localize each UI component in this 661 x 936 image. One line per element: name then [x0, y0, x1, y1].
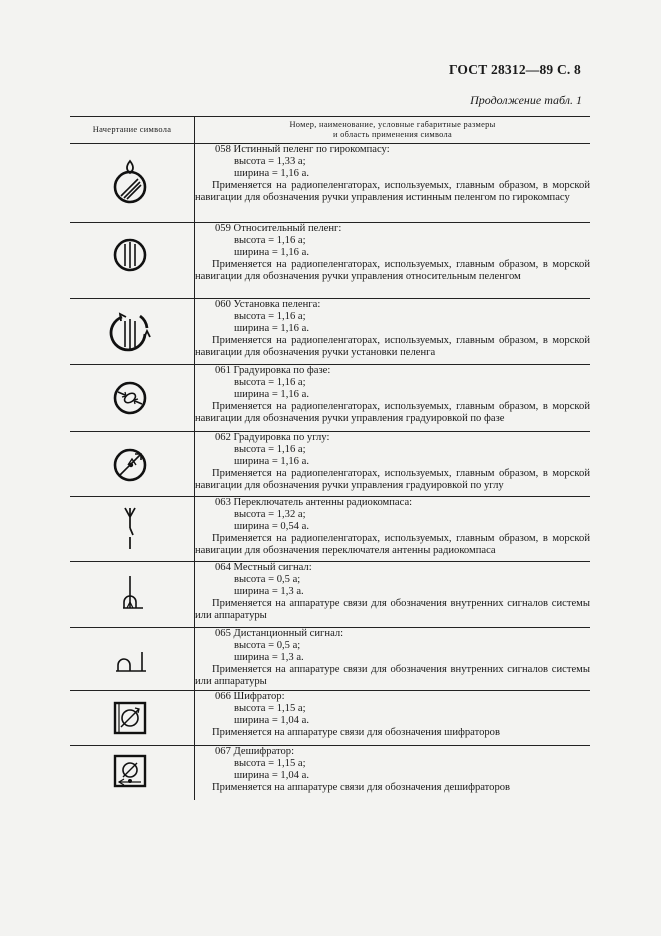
- bearing-setting-icon: [90, 301, 170, 361]
- table-row: [70, 365, 590, 432]
- symbol-number: 066: [215, 691, 231, 702]
- symbol-usage: Применяется на радиопеленгаторах, используемых, главным образом, в морской навигации для обозначения ручки управления относительным пеленгом: [195, 258, 590, 282]
- symbol-number: 060: [215, 299, 231, 310]
- description-cell: [195, 365, 591, 432]
- description-cell: [195, 746, 591, 800]
- symbol-height: высота = 1,16 а;: [234, 376, 306, 388]
- table-continuation-note: Продолжение табл. 1: [470, 93, 582, 107]
- symbol-height: высота = 1,16 а;: [234, 310, 306, 322]
- symbol-cell: [70, 144, 195, 223]
- col-description-header-line2: и область применения символа: [332, 130, 453, 139]
- symbol-number: 061: [215, 365, 231, 376]
- symbol-number: 063: [215, 497, 231, 508]
- symbol-cell: [70, 628, 195, 691]
- table-row: [70, 223, 590, 299]
- symbol-number: 059: [215, 223, 231, 234]
- description-cell: [195, 432, 591, 497]
- symbol-number: 058: [215, 144, 231, 155]
- symbol-usage: Применяется на радиопеленгаторах, используемых, главным образом, в морской навигации для обозначения переключателя антенны радиокомпаса: [195, 532, 590, 556]
- symbol-usage: Применяется на радиопеленгаторах, используемых, главным образом, в морской навигации для обозначения ручки управления градуировкой по фазе: [195, 400, 590, 424]
- description-cell: [195, 144, 591, 223]
- symbol-width: ширина = 1,16 а.: [234, 455, 309, 467]
- symbol-height: высота = 1,16 а;: [234, 443, 306, 455]
- symbol-usage: Применяется на радиопеленгаторах, используемых, главным образом, в морской навигации для обозначения ручки управления градуировкой по углу: [195, 467, 590, 491]
- symbol-cell: [70, 562, 195, 628]
- symbol-height: высота = 1,33 а;: [234, 155, 306, 167]
- symbol-height: высота = 0,5 а;: [234, 573, 301, 585]
- document-code: ГОСТ 28312—89 С. 8: [448, 62, 581, 77]
- description-cell: [195, 223, 591, 299]
- symbol-number: 065: [215, 628, 231, 639]
- symbols-table: [70, 116, 590, 800]
- symbol-usage: Применяется на радиопеленгаторах, используемых, главным образом, в морской навигации для обозначения ручки управления истинным пеленгом по гирокомпасу: [195, 179, 590, 203]
- symbol-width: ширина = 1,16 а.: [234, 167, 309, 179]
- symbol-cell: [70, 497, 195, 562]
- table-row: [70, 691, 590, 746]
- symbol-number: 064: [215, 562, 231, 573]
- symbol-cell: [70, 746, 195, 800]
- symbol-name: Дешифратор:: [233, 746, 295, 757]
- symbol-cell: [70, 432, 195, 497]
- symbol-width: ширина = 1,16 а.: [234, 388, 309, 400]
- symbol-cell: [70, 299, 195, 365]
- symbol-height: высота = 1,15 а;: [234, 757, 306, 769]
- symbol-usage: Применяется на аппаратуре связи для обозначения внутренних сигналов системы или аппаратуры: [195, 597, 590, 621]
- symbol-name: Градуировка по фазе:: [233, 365, 331, 376]
- decoder-icon: [90, 748, 170, 808]
- symbol-cell: [70, 223, 195, 299]
- col-description-header: [195, 117, 591, 144]
- symbol-width: ширина = 1,16 а.: [234, 322, 309, 334]
- local-signal-icon: [90, 566, 170, 626]
- symbol-name: Установка пеленга:: [233, 299, 321, 310]
- symbol-name: Шифратор:: [233, 691, 285, 702]
- remote-signal-icon: [90, 632, 170, 692]
- symbol-number: 067: [215, 746, 231, 757]
- table-row: [70, 562, 590, 628]
- table-row: [70, 746, 590, 800]
- symbol-width: ширина = 1,3 а.: [234, 585, 304, 597]
- table-row: [70, 497, 590, 562]
- symbol-height: высота = 1,15 а;: [234, 702, 306, 714]
- symbol-name: Местный сигнал:: [233, 562, 312, 573]
- col-symbol-header: Начертание символа: [70, 117, 195, 144]
- symbol-usage: Применяется на аппаратуре связи для обозначения дешифраторов: [212, 781, 511, 793]
- symbol-width: ширина = 1,04 а.: [234, 714, 309, 726]
- symbol-width: ширина = 1,04 а.: [234, 769, 309, 781]
- true-bearing-gyrocompass-icon: [90, 152, 170, 212]
- symbol-usage: Применяется на аппаратуре связи для обозначения внутренних сигналов системы или аппаратуры: [195, 663, 590, 687]
- symbol-height: высота = 1,32 а;: [234, 508, 306, 520]
- symbol-cell: [70, 691, 195, 746]
- symbol-width: ширина = 1,3 а.: [234, 651, 304, 663]
- table-row: [70, 299, 590, 365]
- symbol-width: ширина = 1,16 а.: [234, 246, 309, 258]
- symbol-name: Дистанционный сигнал:: [233, 628, 344, 639]
- description-cell: [195, 691, 591, 746]
- symbol-name: Переключатель антенны радиокомпаса:: [233, 497, 413, 508]
- description-cell: [195, 562, 591, 628]
- symbol-name: Градуировка по углу:: [233, 432, 330, 443]
- description-cell: [195, 628, 591, 691]
- table-header-row: [70, 117, 590, 144]
- symbol-name: Относительный пеленг:: [233, 223, 342, 234]
- symbol-number: 062: [215, 432, 231, 443]
- symbol-name: Истинный пеленг по гирокомпасу:: [233, 144, 390, 155]
- angle-calibration-icon: [90, 435, 170, 495]
- table-row: [70, 144, 590, 223]
- symbol-height: высота = 0,5 а;: [234, 639, 301, 651]
- table-row: [70, 432, 590, 497]
- symbol-usage: Применяется на аппаратуре связи для обозначения шифраторов: [212, 726, 500, 738]
- symbol-usage: Применяется на радиопеленгаторах, используемых, главным образом, в морской навигации для обозначения ручки установки пеленга: [195, 334, 590, 358]
- encoder-icon: [90, 693, 170, 753]
- table-row: [70, 628, 590, 691]
- description-cell: [195, 299, 591, 365]
- phase-calibration-icon: [90, 368, 170, 428]
- symbol-height: высота = 1,16 а;: [234, 234, 306, 246]
- antenna-switch-icon: [90, 502, 170, 562]
- symbol-width: ширина = 0,54 а.: [234, 520, 309, 532]
- col-description-header-line1: Номер, наименование, условные габаритные размеры: [289, 120, 496, 129]
- description-cell: [195, 497, 591, 562]
- relative-bearing-icon: [90, 227, 170, 287]
- symbol-cell: [70, 365, 195, 432]
